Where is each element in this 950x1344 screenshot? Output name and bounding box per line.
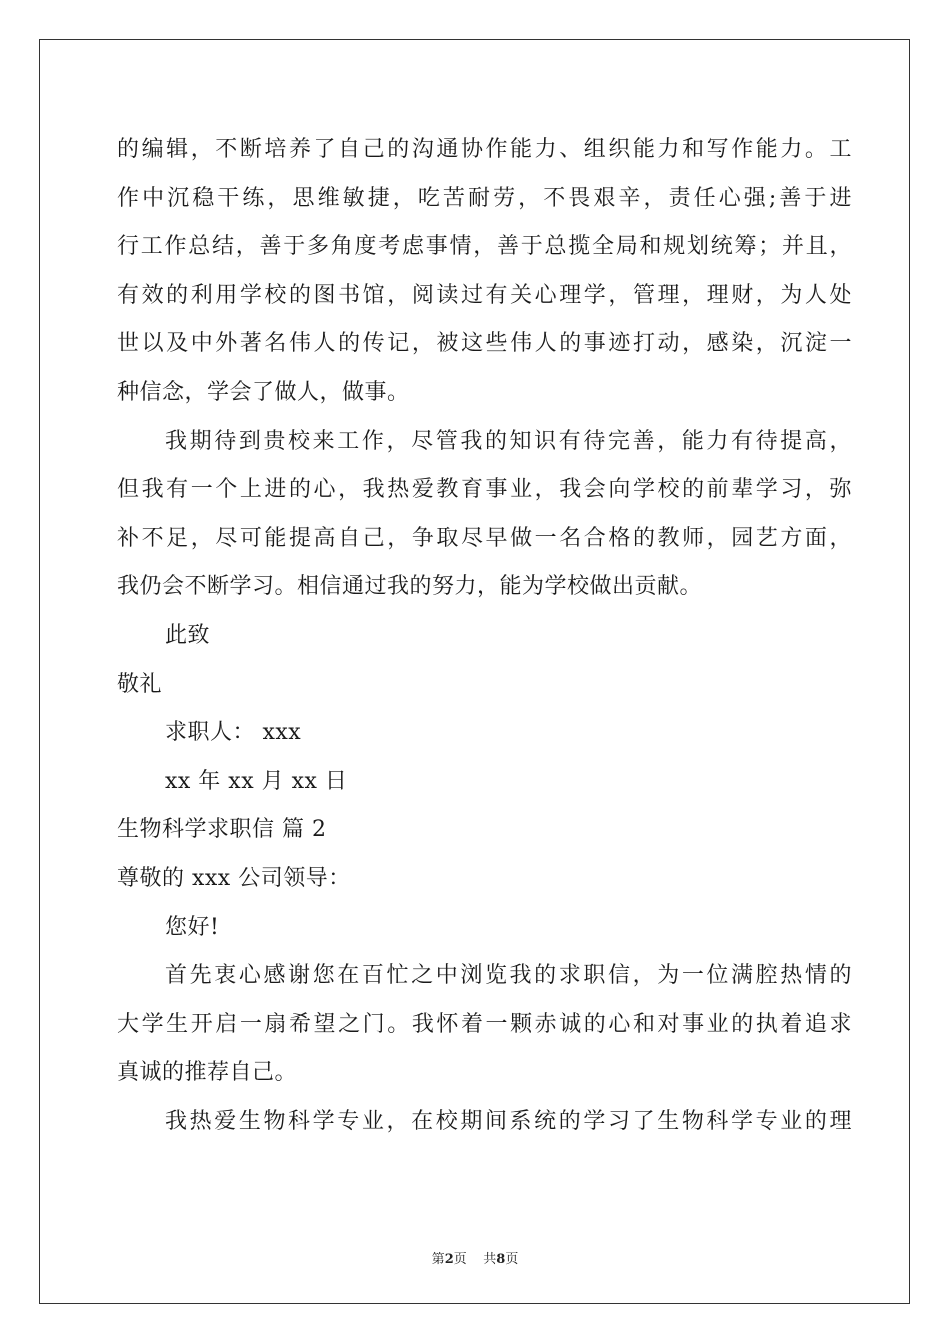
paragraph-line: 我仍会不断学习。相信通过我的努力，能为学校做出贡献。 <box>117 574 703 600</box>
paragraph-line: 但我有一个上进的心，我热爱教育事业，我会向学校的前辈学习，弥 <box>117 477 852 503</box>
applicant-signature: 求职人： xxx <box>165 720 302 746</box>
section-heading: 生物科学求职信 篇 2 <box>117 817 327 843</box>
page-footer <box>0 1248 950 1267</box>
paragraph-line: 真诚的推荐自己。 <box>117 1060 298 1086</box>
paragraph-line: 我热爱生物科学专业，在校期间系统的学习了生物科学专业的理 <box>165 1108 852 1134</box>
letter-date: xx 年 xx 月 xx 日 <box>165 768 348 794</box>
document-body <box>117 126 852 1146</box>
paragraph-line: 世以及中外著名伟人的传记，被这些伟人的事迹打动，感染，沉淀一 <box>117 331 852 357</box>
page-label-prefix: 第 <box>431 1252 445 1267</box>
paragraph-line: 作中沉稳干练，思维敏捷，吃苦耐劳，不畏艰辛，责任心强;善于进 <box>117 185 852 211</box>
page-label-mid: 页 共 <box>453 1252 497 1267</box>
letter-hello: 您好! <box>165 914 220 940</box>
page-label-suffix: 页 <box>505 1252 519 1267</box>
paragraph-line: 我期待到贵校来工作，尽管我的知识有待完善，能力有待提高， <box>165 428 852 454</box>
current-page-number: 2 <box>444 1252 454 1267</box>
paragraph-line: 补不足，尽可能提高自己，争取尽早做一名合格的教师，园艺方面， <box>117 525 852 551</box>
letter-greeting: 尊敬的 xxx 公司领导： <box>117 865 351 891</box>
paragraph-line: 首先衷心感谢您在百忙之中浏览我的求职信，为一位满腔热情的 <box>165 963 852 989</box>
paragraph-line: 有效的利用学校的图书馆，阅读过有关心理学，管理，理财，为人处 <box>117 282 852 308</box>
total-page-number: 8 <box>496 1252 506 1267</box>
closing-salutation: 此致 <box>165 622 211 648</box>
paragraph-line: 大学生开启一扇希望之门。我怀着一颗赤诚的心和对事业的执着追求 <box>117 1011 852 1037</box>
paragraph-line: 的编辑，不断培养了自己的沟通协作能力、组织能力和写作能力。工 <box>117 137 852 162</box>
paragraph-line: 行工作总结，善于多角度考虑事情，善于总揽全局和规划统筹；并且， <box>117 234 852 260</box>
closing-regards: 敬礼 <box>117 671 163 697</box>
paragraph-line: 种信念，学会了做人，做事。 <box>117 379 410 405</box>
